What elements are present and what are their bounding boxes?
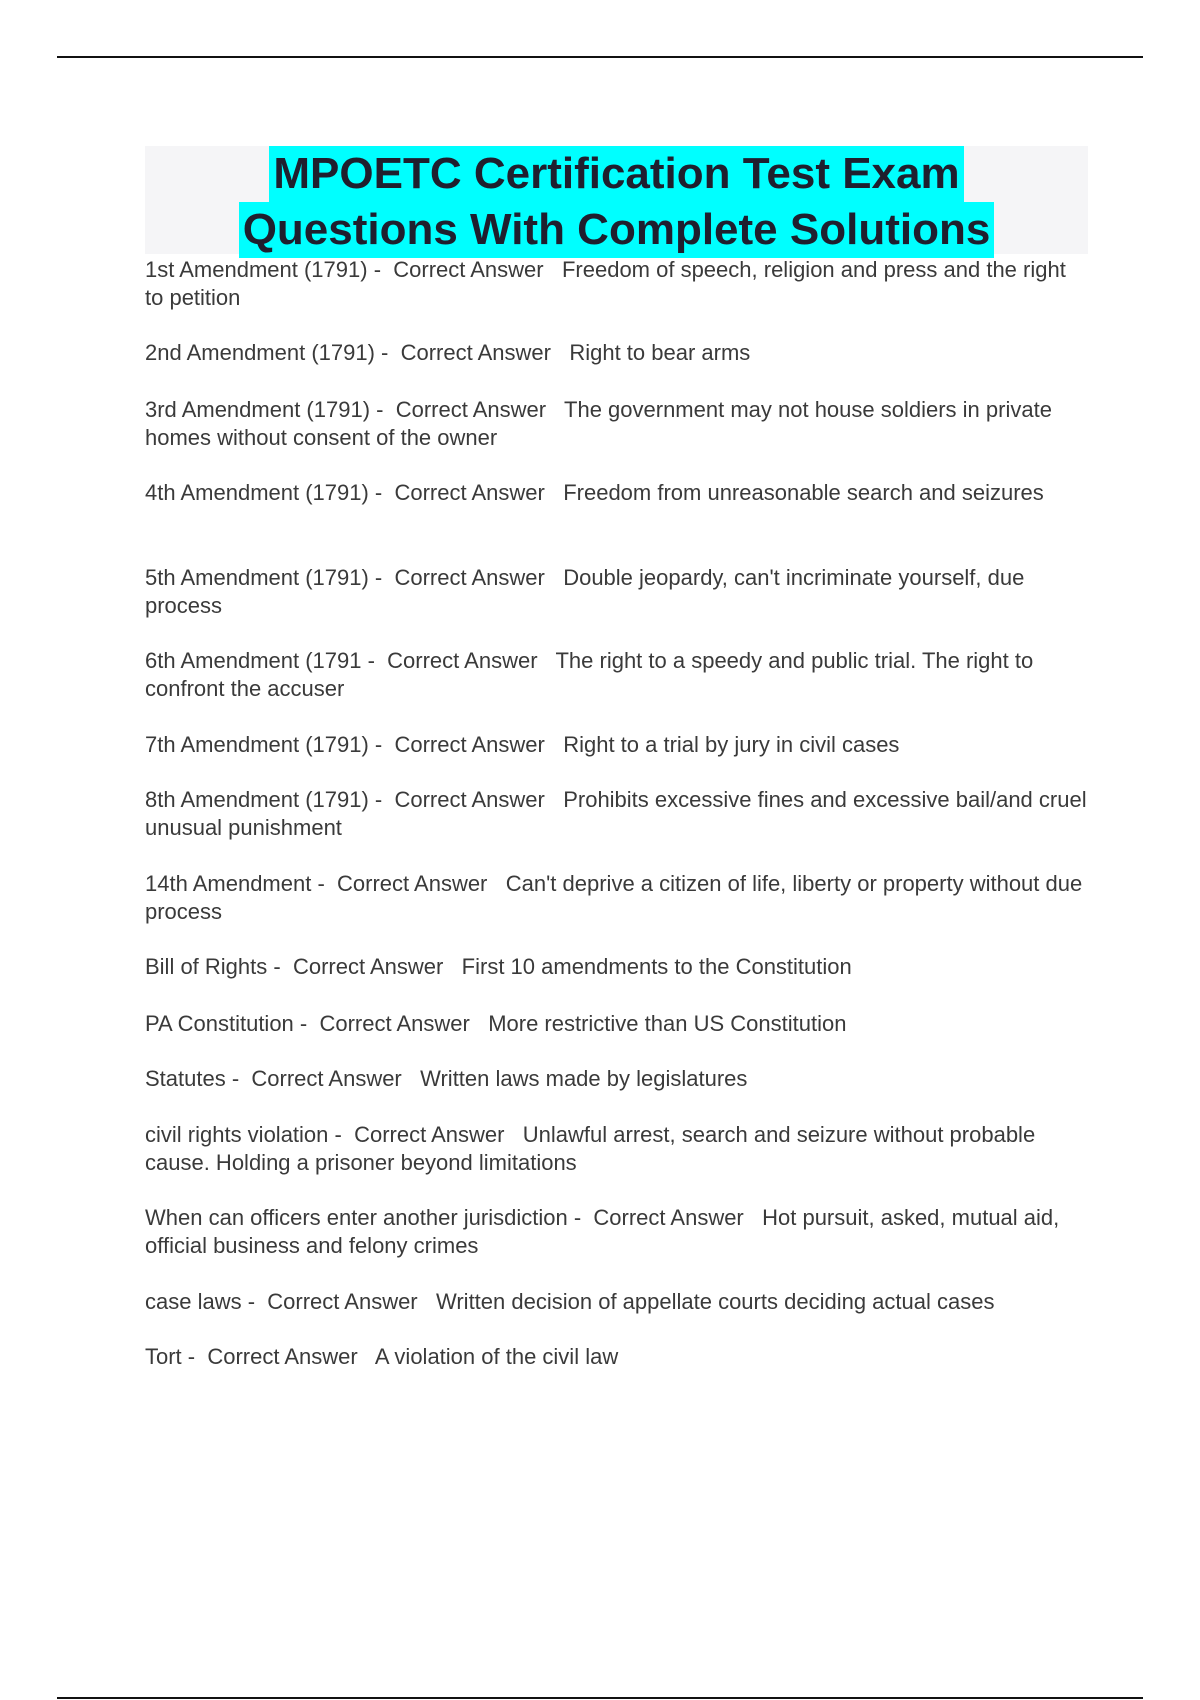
qa-entry: [145, 1010, 1088, 1038]
qa-term: Tort: [145, 1344, 182, 1369]
title-line-2: Questions With Complete Solutions: [239, 202, 995, 258]
qa-answer: Written decision of appellate courts deciding actual cases: [435, 1289, 995, 1314]
qa-term: 8th Amendment (1791): [145, 787, 369, 812]
qa-term: 3rd Amendment (1791): [145, 397, 371, 422]
qa-separator: - Correct Answer: [368, 732, 564, 757]
qa-term: PA Constitution: [145, 1011, 294, 1036]
qa-entry: [145, 731, 1088, 759]
qa-answer: Freedom from unreasonable search and seizures: [563, 480, 1044, 505]
qa-answer: Double jeopardy, can't incriminate yourself, due process: [145, 565, 1031, 618]
qa-answer: The right to a speedy and public trial. The right to confront the accuser: [145, 648, 1040, 701]
qa-answer: Prohibits excessive fines and excessive bail/and cruel unusual punishment: [145, 787, 1093, 840]
qa-separator: - Correct Answer: [361, 648, 556, 673]
qa-term: civil rights violation: [145, 1122, 329, 1147]
qa-separator: - Correct Answer: [241, 1289, 436, 1314]
qa-separator: - Correct Answer: [567, 1205, 763, 1230]
document-title: [145, 146, 1088, 254]
qa-entry: [145, 1204, 1088, 1260]
qa-term: 14th Amendment: [145, 871, 312, 896]
qa-separator: - Correct Answer: [368, 787, 564, 812]
qa-answer: A violation of the civil law: [374, 1344, 619, 1369]
qa-answer: The government may not house soldiers in private homes without consent of the owner: [145, 397, 1059, 450]
qa-entry: [145, 1065, 1088, 1093]
qa-separator: - Correct Answer: [293, 1011, 489, 1036]
qa-separator: - Correct Answer: [311, 871, 506, 896]
qa-entry: [145, 870, 1088, 926]
qa-entry: [145, 953, 1088, 981]
qa-term: 2nd Amendment (1791): [145, 340, 375, 365]
qa-entry: [145, 1343, 1088, 1371]
qa-entry: [145, 1121, 1088, 1177]
qa-separator: - Correct Answer: [368, 565, 564, 590]
header-rule: [57, 56, 1143, 58]
qa-separator: - Correct Answer: [368, 480, 564, 505]
qa-answer: First 10 amendments to the Constitution: [461, 954, 852, 979]
qa-term: 7th Amendment (1791): [145, 732, 369, 757]
qa-entry: [145, 479, 1088, 507]
qa-entry: [145, 786, 1093, 842]
qa-entry: [145, 1288, 1088, 1316]
qa-answer: Can't deprive a citizen of life, liberty or property without due process: [145, 871, 1089, 924]
qa-separator: - Correct Answer: [225, 1066, 421, 1091]
qa-entry: [145, 339, 1088, 367]
footer-rule: [57, 1697, 1143, 1699]
qa-answer: Freedom of speech, religion and press and the right to petition: [145, 257, 1072, 310]
qa-term: 5th Amendment (1791): [145, 565, 369, 590]
qa-term: 1st Amendment (1791): [145, 257, 368, 282]
title-line-1: MPOETC Certification Test Exam: [269, 146, 963, 202]
qa-entry: [145, 564, 1088, 620]
qa-separator: - Correct Answer: [367, 257, 562, 282]
qa-separator: - Correct Answer: [181, 1344, 375, 1369]
qa-answer: Unlawful arrest, search and seizure without probable cause. Holding a prisoner beyond limitations: [145, 1122, 1042, 1175]
qa-answer: Hot pursuit, asked, mutual aid, official business and felony crimes: [145, 1205, 1066, 1258]
qa-entry: [145, 647, 1088, 703]
qa-term: 4th Amendment (1791): [145, 480, 369, 505]
qa-term: Bill of Rights: [145, 954, 268, 979]
qa-separator: - Correct Answer: [370, 397, 565, 422]
qa-term: When can officers enter another jurisdiction: [145, 1205, 568, 1230]
qa-separator: - Correct Answer: [267, 954, 462, 979]
qa-entry: [145, 396, 1088, 452]
qa-answer: Right to bear arms: [569, 340, 751, 365]
qa-answer: More restrictive than US Constitution: [488, 1011, 847, 1036]
qa-answer: Right to a trial by jury in civil cases: [563, 732, 900, 757]
qa-term: Statutes: [145, 1066, 226, 1091]
qa-entry: [145, 256, 1088, 312]
qa-separator: - Correct Answer: [374, 340, 570, 365]
qa-separator: - Correct Answer: [328, 1122, 523, 1147]
qa-answer: Written laws made by legislatures: [420, 1066, 748, 1091]
qa-term: 6th Amendment (1791: [145, 648, 362, 673]
qa-term: case laws: [145, 1289, 242, 1314]
